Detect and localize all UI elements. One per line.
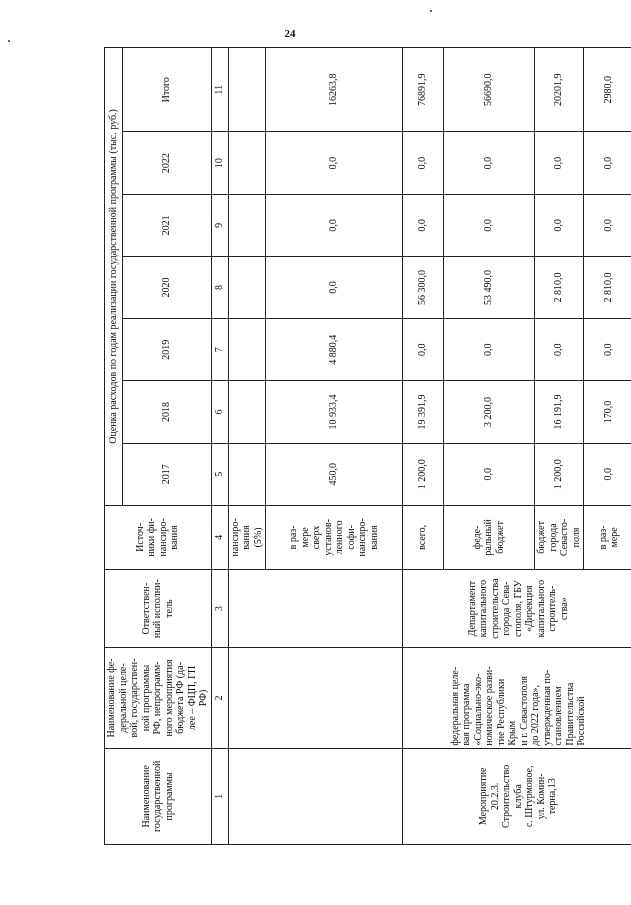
value-cell: 0,0 [266, 194, 403, 256]
funding-source-cell: всего, [403, 505, 444, 569]
col-number: 10 [211, 132, 228, 194]
value-cell: 53 490,0 [444, 256, 535, 318]
value-cell: 0,0 [403, 194, 444, 256]
value-cell: 450,0 [266, 443, 403, 505]
value-cell: 56 300,0 [403, 256, 444, 318]
blank-cell [228, 570, 403, 648]
scan-speck [430, 10, 432, 12]
header-program-name: Наименование государственной программы [105, 748, 212, 844]
col-number: 3 [211, 570, 228, 648]
value-cell [228, 381, 266, 443]
value-cell: 0,0 [266, 256, 403, 318]
value-cell: 0,0 [444, 443, 535, 505]
total-cell: 56690,0 [444, 48, 535, 132]
funding-source-cell: феде- ральный бюджет [444, 505, 535, 569]
value-cell: 3 200,0 [444, 381, 535, 443]
value-cell: 2 810,0 [584, 256, 631, 318]
value-cell: 0,0 [444, 194, 535, 256]
rotated-budget-table [104, 47, 620, 845]
funding-source-cell: в раз- мере сверх установ- ленного софи- нансиро- вания [266, 505, 403, 569]
budget-table [104, 47, 631, 845]
header-year: 2021 [123, 194, 211, 256]
header-year: 2019 [123, 319, 211, 381]
value-cell: 0,0 [584, 132, 631, 194]
value-cell [228, 194, 266, 256]
header-year: 2020 [123, 256, 211, 318]
value-cell: 4 880,4 [266, 319, 403, 381]
value-cell [228, 443, 266, 505]
value-cell: 0,0 [535, 132, 584, 194]
col-number: 2 [211, 648, 228, 748]
value-cell: 0,0 [584, 319, 631, 381]
value-cell: 19 391,9 [403, 381, 444, 443]
value-cell: 0,0 [403, 132, 444, 194]
header-year: 2017 [123, 443, 211, 505]
scan-speck [8, 40, 10, 42]
value-cell: 10 933,4 [266, 381, 403, 443]
col-number: 7 [211, 319, 228, 381]
value-cell: 1 200,0 [535, 443, 584, 505]
measure-name: Мероприятие 20.2.3. Строительство клуба с. Штурмовое, ул. Комин- терна,13 [403, 748, 631, 844]
value-cell: 1 200,0 [403, 443, 444, 505]
value-cell [228, 319, 266, 381]
value-cell: 2 810,0 [535, 256, 584, 318]
total-cell: 16263,8 [266, 48, 403, 132]
header-year: 2018 [123, 381, 211, 443]
header-expense-estimate: Оценка расходов по годам реализации государственной программы (тыс. руб.) [105, 48, 123, 506]
header-federal-program: Наименование фе- деральной целе- вой, государствен- ной программы РФ, непрограмм- ного мероприятия бюджета РФ (да- лее – ФЦП, ГП РФ) [105, 648, 212, 748]
blank-cell [228, 748, 403, 844]
header-total: Итого [123, 48, 211, 132]
page-number: 24 [284, 28, 296, 40]
value-cell: 0,0 [535, 194, 584, 256]
col-number: 11 [211, 48, 228, 132]
col-number: 8 [211, 256, 228, 318]
value-cell [228, 132, 266, 194]
total-cell: 20201,9 [535, 48, 584, 132]
value-cell: 0,0 [444, 319, 535, 381]
value-cell [228, 256, 266, 318]
value-cell: 16 191,9 [535, 381, 584, 443]
total-cell: 76891,9 [403, 48, 444, 132]
value-cell: 0,0 [584, 443, 631, 505]
col-number: 6 [211, 381, 228, 443]
funding-source-cell: в раз- мере [584, 505, 631, 569]
total-cell [228, 48, 266, 132]
blank-cell [228, 648, 403, 748]
header-executor: Ответствен- ный исполни- тель [105, 570, 212, 648]
value-cell: 0,0 [444, 132, 535, 194]
col-number: 9 [211, 194, 228, 256]
value-cell: 0,0 [584, 194, 631, 256]
value-cell: 0,0 [535, 319, 584, 381]
total-cell: 2980,0 [584, 48, 631, 132]
header-year: 2022 [123, 132, 211, 194]
funding-source-cell: нансиро- вания (5%) [228, 505, 266, 569]
col-number: 5 [211, 443, 228, 505]
value-cell: 0,0 [403, 319, 444, 381]
value-cell: 0,0 [266, 132, 403, 194]
col-number: 4 [211, 505, 228, 569]
funding-source-cell: бюджет города Севасто- поля [535, 505, 584, 569]
value-cell: 170,0 [584, 381, 631, 443]
measure-federal-program: федеральная целе- вая программа «Социально-эко- номическое разви- тие Республики Крым и г. Севастополя до 2022 года», утвержденная по- становлением Правительства Российской [403, 648, 631, 748]
header-funding-source: Источ- ники фи- нансиро- вания [105, 505, 212, 569]
measure-executor: Департамент капитального строительства города Сева- стополя, ГБУ «Дирекция капитального строитель- ства» [403, 570, 631, 648]
col-number: 1 [211, 748, 228, 844]
